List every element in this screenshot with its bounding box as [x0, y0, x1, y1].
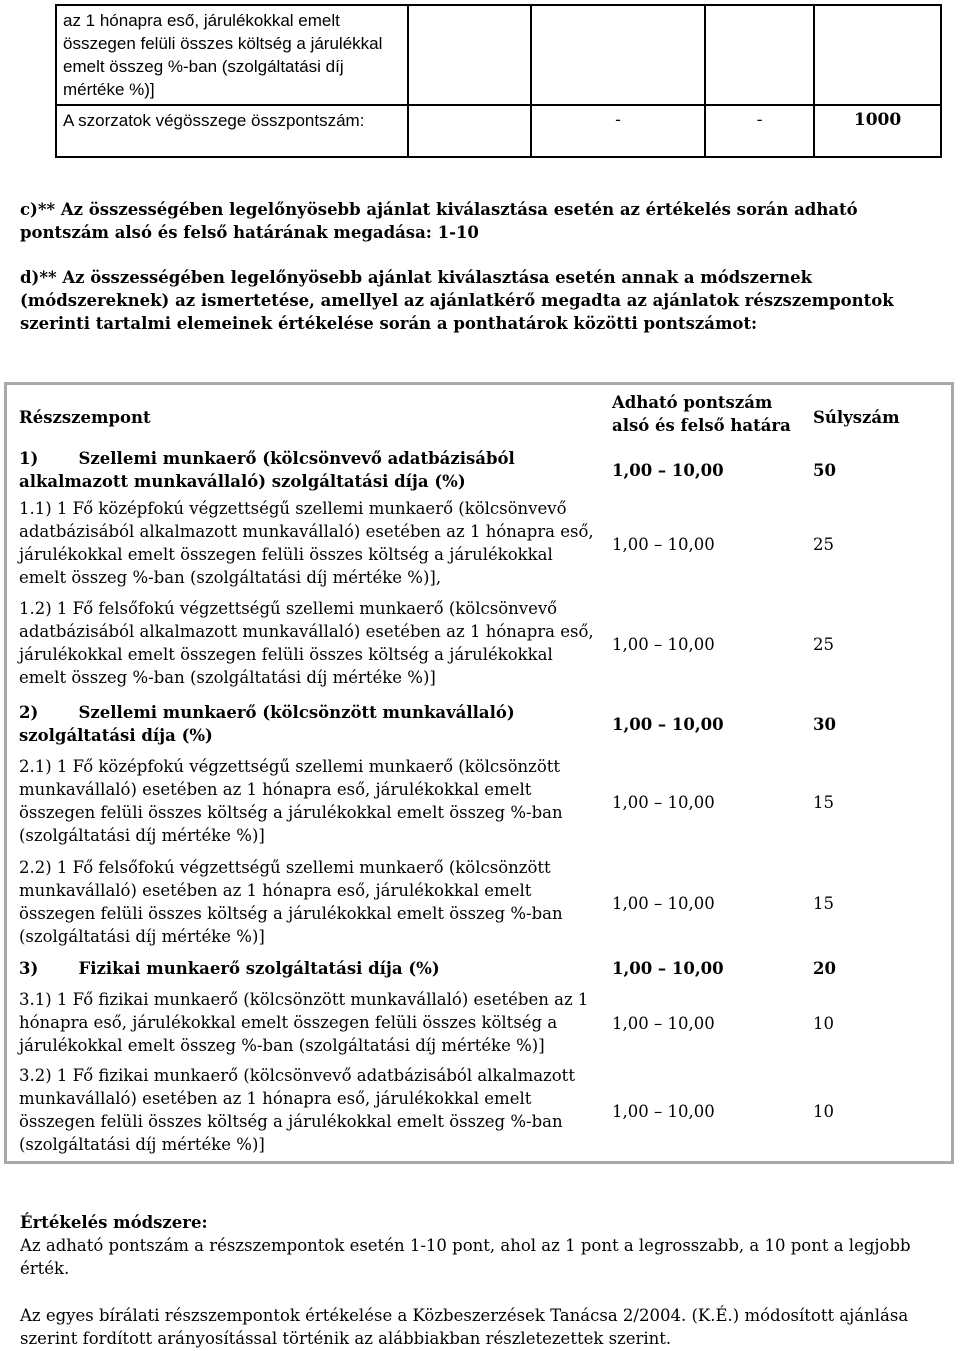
criteria-row-range: 1,00 – 10,00 — [612, 634, 715, 654]
criteria-row-range: 1,00 – 10,00 — [612, 714, 724, 734]
empty-cell — [408, 105, 531, 157]
criteria-row — [7, 597, 951, 691]
criteria-header-row — [7, 391, 951, 443]
criteria-row-range: 1,00 – 10,00 — [612, 959, 724, 978]
criteria-row-range: 1,00 – 10,00 — [612, 534, 715, 554]
header-part: Részszempont — [19, 407, 151, 427]
header-range: Adható pontszám alsó és felső határa — [612, 393, 791, 435]
ratio-label: az 1 hónapra eső, járulékokkal emelt összegen felüli összes költség a járulékkal emelt összeg %-ban (szolgáltatási díj mértéke %)] — [63, 11, 383, 99]
ratio-label-cell — [56, 5, 408, 105]
summary-row-ratio — [56, 5, 941, 105]
criteria-row — [7, 957, 951, 981]
total-value-2: - — [705, 105, 814, 157]
criteria-row-text: 1.1) 1 Fő középfokú végzettségű szellemi munkaerő (kölcsönvevő adatbázisából alkalmazott munkavállaló) esetében az 1 hónapra eső, járulékokkal emelt összegen felüli összes költség a járulékokkal emelt összeg %-ban (szolgáltatási díj mértéke %)], — [19, 499, 594, 587]
criteria-row-weight: 25 — [813, 634, 834, 654]
criteria-row-text: 3.2) 1 Fő fizikai munkaerő (kölcsönvevő adatbázisából alkalmazott munkavállaló) esetében az 1 hónapra eső, járulékokkal emelt összegen felüli összes költség a járulékokkal emelt összeg %-ban (szolgáltatási díj mértéke %)] — [19, 1066, 575, 1154]
evaluation-line-1: Az adható pontszám a részszempontok esetén 1-10 pont, ahol az 1 pont a legrosszabb, a 10 pont a legjobb érték. — [20, 1236, 911, 1278]
empty-cell — [408, 5, 531, 105]
criteria-row — [7, 988, 951, 1058]
total-value-1: - — [531, 105, 705, 157]
paragraph-d: d)** Az összességében legelőnyösebb ajánlat kiválasztása esetén annak a módszernek (módszereknek) az ismertetése, amellyel az ajánlatkérő megadta az ajánlatok részszempontok szerinti tartalmi elemeinek értékelése során a ponthatárok közötti pontszámot: — [20, 268, 894, 333]
summary-row-total — [56, 105, 941, 157]
header-weight: Súlyszám — [813, 407, 900, 427]
criteria-row — [7, 1064, 951, 1158]
evaluation-line-2: Az egyes bírálati részszempontok értékelése a Közbeszerzések Tanácsa 2/2004. (K.É.) módosított ajánlása szerint fordított arányosítással történik az alábbiakban részletezettek szerint. — [20, 1306, 909, 1348]
evaluation-heading: Értékelés módszere: — [20, 1213, 208, 1232]
criteria-row-range: 1,00 – 10,00 — [612, 1013, 715, 1033]
criteria-row-weight: 15 — [813, 893, 834, 913]
criteria-row-weight: 50 — [813, 460, 836, 480]
criteria-row — [7, 497, 951, 591]
criteria-table — [4, 382, 954, 1164]
criteria-row-weight: 15 — [813, 792, 834, 812]
criteria-row-weight: 25 — [813, 534, 834, 554]
criteria-row-text: 2.2) 1 Fő felsőfokú végzettségű szellemi munkaerő (kölcsönzött munkavállaló) esetében az 1 hónapra eső, járulékokkal emelt összegen felüli összes költség a járulékokkal emelt összeg %-ban (szolgáltatási díj mértéke %)] — [19, 858, 563, 946]
criteria-row-range: 1,00 – 10,00 — [612, 893, 715, 913]
criteria-row-text: 2) Szellemi munkaerő (kölcsönzött munkavállaló) szolgáltatási díja (%) — [19, 703, 515, 745]
total-label: A szorzatok végösszege összpontszám: — [63, 111, 365, 130]
criteria-row-weight: 10 — [813, 1101, 834, 1121]
empty-cell — [531, 5, 705, 105]
criteria-row-range: 1,00 – 10,00 — [612, 792, 715, 812]
criteria-row — [7, 856, 951, 950]
criteria-row-text: 1.2) 1 Fő felsőfokú végzettségű szellemi munkaerő (kölcsönvevő adatbázisából alkalmazott munkavállaló) esetében az 1 hónapra eső, járulékokkal emelt összegen felüli összes költség a járulékokkal emelt összeg %-ban (szolgáltatási díj mértéke %)] — [19, 599, 594, 687]
total-value-3: 1000 — [814, 105, 941, 157]
criteria-row-text: 3.1) 1 Fő fizikai munkaerő (kölcsönzött munkavállaló) esetében az 1 hónapra eső, járulékokkal emelt összegen felüli összes költség a járulékokkal emelt összeg %-ban (szolgáltatási díj mértéke %)] — [19, 990, 589, 1055]
criteria-row-text: 1) Szellemi munkaerő (kölcsönvevő adatbázisából alkalmazott munkavállaló) szolgáltatási díja (%) — [19, 449, 515, 491]
score-summary-table — [55, 4, 942, 158]
criteria-row — [7, 701, 951, 747]
criteria-row-weight: 30 — [813, 714, 836, 734]
criteria-row — [7, 755, 951, 849]
criteria-row-range: 1,00 – 10,00 — [612, 460, 724, 480]
criteria-row-text: 3) Fizikai munkaerő szolgáltatási díja (%) — [19, 959, 440, 978]
criteria-row-weight: 10 — [813, 1013, 834, 1033]
empty-cell — [814, 5, 941, 105]
criteria-row-range: 1,00 – 10,00 — [612, 1101, 715, 1121]
empty-cell — [705, 5, 814, 105]
criteria-row-text: 2.1) 1 Fő középfokú végzettségű szellemi munkaerő (kölcsönzött munkavállaló) esetében az 1 hónapra eső, járulékokkal emelt összegen felüli összes költség a járulékokkal emelt összeg %-ban (szolgáltatási díj mértéke %)] — [19, 757, 563, 845]
total-label-cell — [56, 105, 408, 157]
paragraph-c: c)** Az összességében legelőnyösebb ajánlat kiválasztása esetén az értékelés során adható pontszám alsó és felső határának megadása: 1-10 — [20, 200, 858, 242]
criteria-row — [7, 447, 951, 493]
criteria-row-weight: 20 — [813, 959, 836, 978]
